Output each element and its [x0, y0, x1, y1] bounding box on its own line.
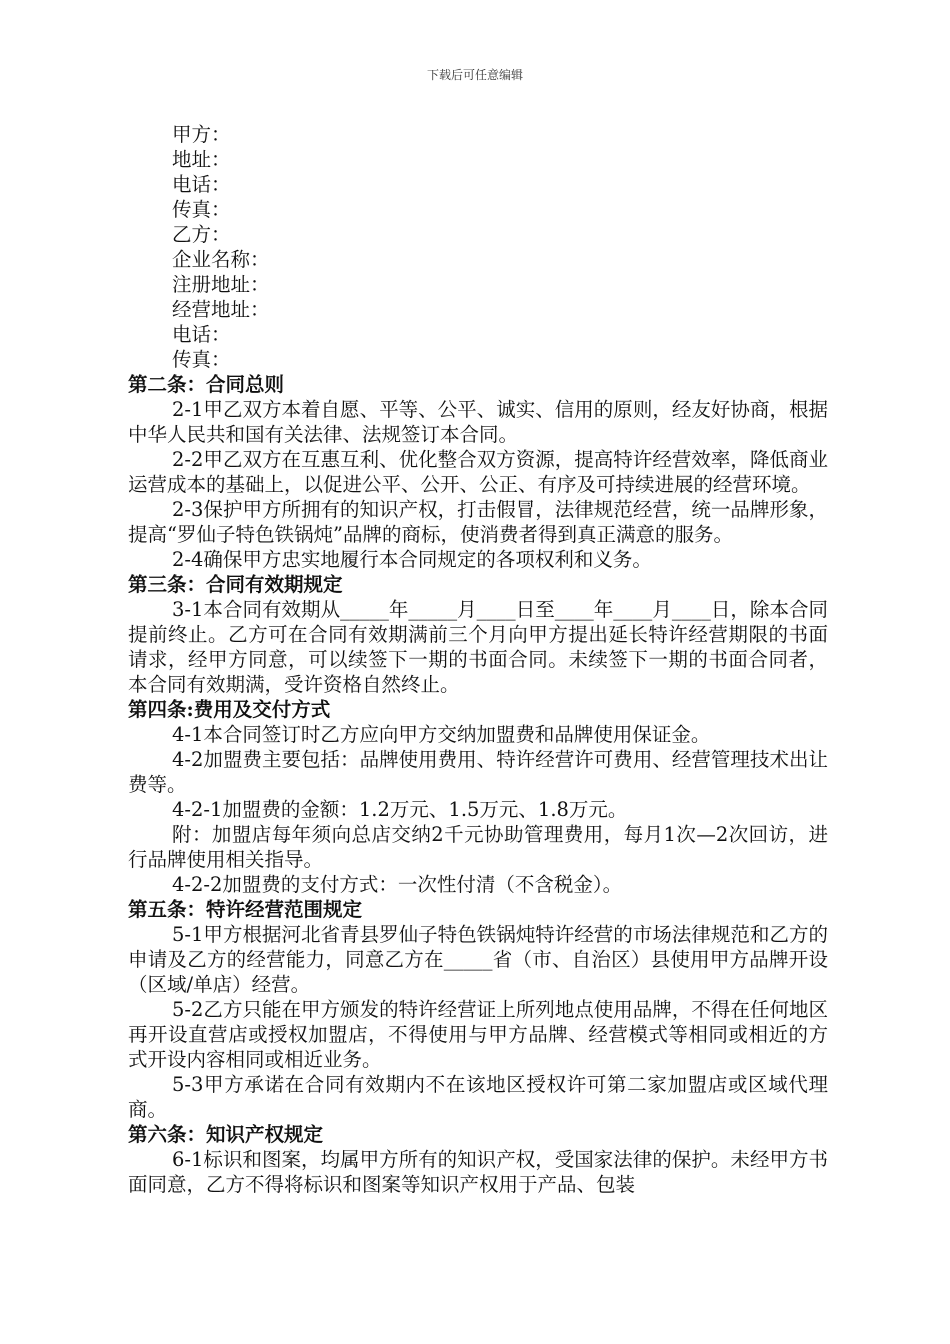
company-name-label: 企业名称： [172, 248, 270, 271]
party-a-address-label: 地址： [172, 148, 231, 171]
clause-2-4: 2-4确保甲方忠实地履行本合同规定的各项权利和义务。 [172, 548, 652, 571]
section-validity [128, 572, 828, 697]
section-heading: 第三条：合同有效期规定 [128, 573, 343, 596]
clause-5-2: 5-2乙方只能在甲方颁发的特许经营证上所列地点使用品牌，不得在任何地区再开设直营店或授权加盟店，不得使用与甲方品牌、经营模式等相同或相近的方式开设内容相同或相近业务。 [128, 998, 828, 1071]
registered-address-label: 注册地址： [172, 273, 270, 296]
clause-2-3: 2-3保护甲方所拥有的知识产权，打击假冒，法律规范经营，统一品牌形象，提高“罗仙子特色铁锅炖”品牌的商标，使消费者得到真正满意的服务。 [128, 498, 828, 546]
section-heading: 第二条：合同总则 [128, 373, 285, 396]
clause-3-1: 3-1本合同有效期从_____年_____月____日至____年____月____日，除本合同提前终止。乙方可在合同有效期满前三个月向甲方提出延长特许经营期限的书面请求，经甲方同意，可以续签下一期的书面合同。未续签下一期的书面合同者，本合同有效期满，受许资格自然终止。 [128, 598, 828, 696]
party-info [128, 122, 828, 372]
clause-4-1: 4-1本合同签订时乙方应向甲方交纳加盟费和品牌使用保证金。 [172, 723, 711, 746]
clause-4-2: 4-2加盟费主要包括：品牌使用费用、特许经营许可费用、经营管理技术出让费等。 [128, 748, 828, 796]
party-a-label: 甲方： [172, 123, 231, 146]
section-heading: 第四条:费用及交付方式 [128, 698, 331, 721]
section-scope [128, 897, 828, 1122]
section-ip [128, 1122, 828, 1197]
section-heading: 第六条：知识产权规定 [128, 1123, 324, 1146]
clause-2-1: 2-1甲乙双方本着自愿、平等、公平、诚实、信用的原则，经友好协商，根据中华人民共和国有关法律、法规签订本合同。 [128, 398, 828, 446]
party-b-label: 乙方： [172, 223, 231, 246]
section-heading: 第五条：特许经营范围规定 [128, 898, 363, 921]
party-a-phone-label: 电话： [172, 173, 231, 196]
clause-4-2-2: 4-2-2加盟费的支付方式：一次性付清（不含税金）。 [172, 873, 623, 896]
party-b-phone-label: 电话： [172, 323, 231, 346]
party-a-fax-label: 传真： [172, 198, 231, 221]
clause-5-3: 5-3甲方承诺在合同有效期内不在该地区授权许可第二家加盟店或区域代理商。 [128, 1073, 828, 1121]
clause-6-1: 6-1标识和图案，均属甲方所有的知识产权，受国家法律的保护。未经甲方书面同意，乙方不得将标识和图案等知识产权用于产品、包装 [128, 1148, 828, 1196]
page-header: 下载后可任意编辑 [426, 68, 523, 82]
clause-2-2: 2-2甲乙双方在互惠互利、优化整合双方资源，提高特许经营效率，降低商业运营成本的基础上，以促进公平、公开、公正、有序及可持续进展的经营环境。 [128, 448, 828, 496]
clause-4-2-1: 4-2-1加盟费的金额：1.2万元、1.5万元、1.8万元。 [172, 798, 628, 821]
clause-appendix: 附：加盟店每年须向总店交纳2千元协助管理费用，每月1次—2次回访，进行品牌使用相关指导。 [128, 823, 828, 871]
business-address-label: 经营地址： [172, 298, 270, 321]
section-general [128, 372, 828, 572]
contract-body [128, 122, 828, 1197]
section-fees [128, 697, 828, 897]
clause-5-1: 5-1甲方根据河北省青县罗仙子特色铁锅炖特许经营的市场法律规范和乙方的申请及乙方的经营能力，同意乙方在_____省（市、自治区）县使用甲方品牌开设（区域/单店）经营。 [128, 923, 828, 996]
party-b-fax-label: 传真： [172, 348, 231, 371]
